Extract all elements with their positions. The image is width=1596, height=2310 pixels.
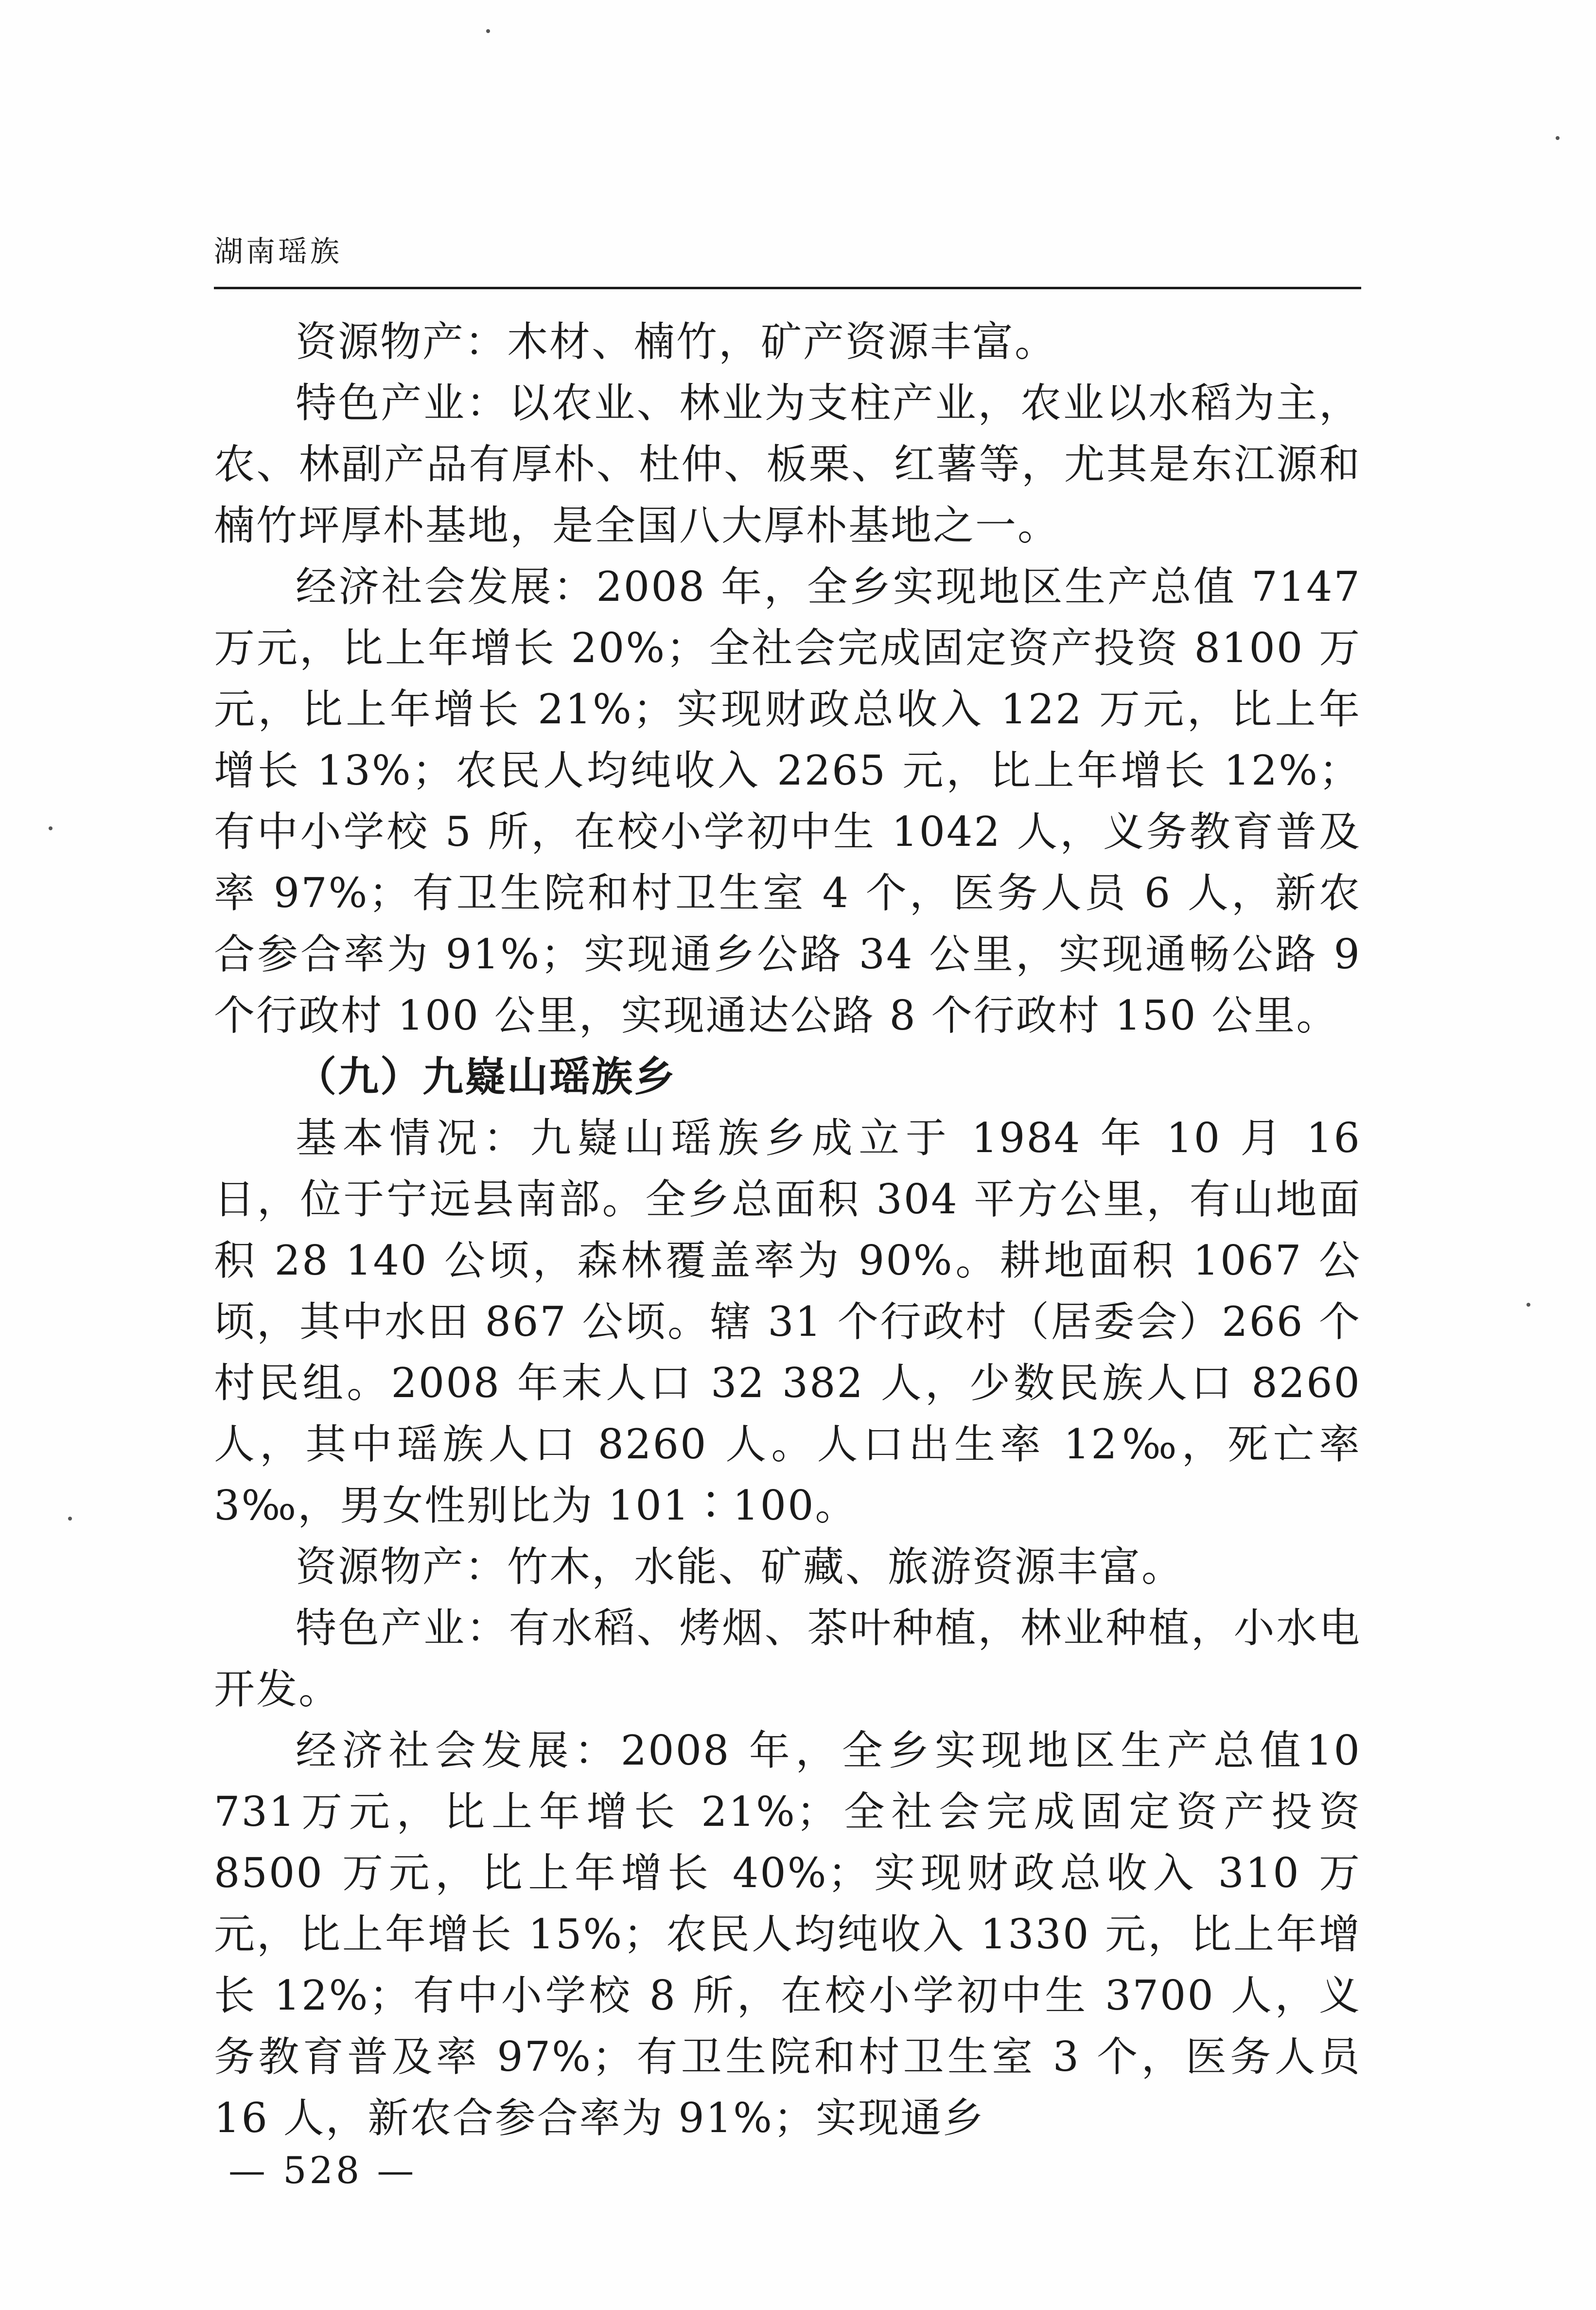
paragraph-economy-1: 经济社会发展：2008 年，全乡实现地区生产总值 7147 万元，比上年增长 20%；全社会完成固定资产投资 8100 万元，比上年增长 21%；实现财政总收入 122 万元，比上年增长 13%；农民人均纯收入 2265 元，比上年增长 12%；有中小学校 5 所，在校小学初中生 1042 人，义务教育普及率 97%；有卫生院和村卫生室 4 个，医务人员 6 人，新农合参合率为 91%；实现通乡公路 34 公里，实现通畅公路 9 个行政村 100 公里，实现通达公路 8 个行政村 150 公里。 xyxy=(214,563,1361,1039)
paragraph-basic-info: 基本情况：九嶷山瑶族乡成立于 1984 年 10 月 16 日，位于宁远县南部。全乡总面积 304 平方公里，有山地面积 28 140 公顷，森林覆盖率为 90%。耕地面积 1067 公顷，其中水田 867 公顷。辖 31 个行政村（居委会）266 个村民组。2008 年末人口 32 382 人，少数民族人口 8260 人，其中瑶族人口 8260 人。人口出生率 12‰，死亡率 3‰，男女性别比为 101∶100。 xyxy=(214,1114,1361,1529)
body-text xyxy=(214,311,1361,2149)
header-rule xyxy=(214,287,1361,289)
paragraph-resources-1: 资源物产：木材、楠竹，矿产资源丰富。 xyxy=(296,318,1057,366)
scan-speck xyxy=(49,826,53,830)
page-number: — 528 — xyxy=(228,2149,417,2192)
scan-speck xyxy=(68,1517,72,1521)
scan-speck xyxy=(1526,1303,1530,1307)
paragraph-industry-1: 特色产业：以农业、林业为支柱产业，农业以水稻为主，农、林副产品有厚朴、杜仲、板栗、红薯等，尤其是东江源和楠竹坪厚朴基地，是全国八大厚朴基地之一。 xyxy=(214,379,1361,549)
scan-speck xyxy=(1556,136,1560,140)
section-heading: （九）九嶷山瑶族乡 xyxy=(296,1053,677,1101)
scan-speck xyxy=(486,29,490,33)
running-header: 湖南瑶族 xyxy=(214,235,342,269)
paragraph-industry-2: 特色产业：有水稻、烤烟、茶叶种植，林业种植，小水电开发。 xyxy=(214,1604,1361,1713)
paragraph-economy-2: 经济社会发展：2008 年，全乡实现地区生产总值10 731万元，比上年增长 21%；全社会完成固定资产投资 8500 万元，比上年增长 40%；实现财政总收入 310 万元，比上年增长 15%；农民人均纯收入 1330 元，比上年增长 12%；有中小学校 8 所，在校小学初中生 3700 人，义务教育普及率 97%；有卫生院和村卫生室 3 个，医务人员 16 人，新农合参合率为 91%；实现通乡 xyxy=(214,1727,1361,2142)
paragraph-resources-2: 资源物产：竹木，水能、矿藏、旅游资源丰富。 xyxy=(296,1543,1184,1591)
